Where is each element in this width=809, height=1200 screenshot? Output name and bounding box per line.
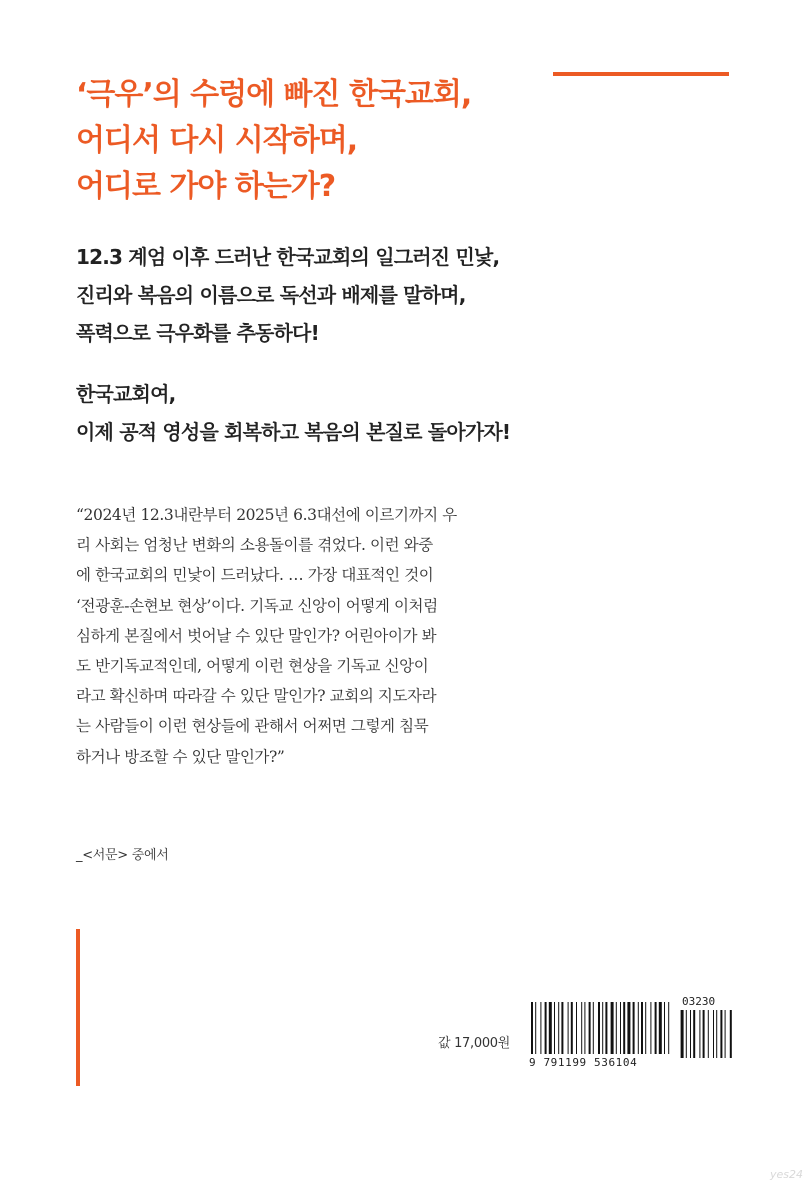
barcode-bar [561,1002,563,1054]
quote-line: ‘전광훈-손현보 현상’이다. 기독교 신앙이 어떻게 이처럼 [76,596,438,615]
barcode-bar [589,1002,591,1054]
watermark: yes24 [770,1168,804,1181]
isbn-digits: 9 791199 536104 [529,1056,638,1069]
barcode-addon-bar [730,1010,732,1058]
barcode-bar [638,1002,639,1054]
quote-line: 리 사회는 엄청난 변화의 소용돌이를 겪었다. 이런 와중 [76,536,433,555]
barcode-bar [571,1002,573,1054]
barcode-bar [531,1002,533,1054]
barcode-bar [535,1002,536,1054]
barcode-bar [605,1002,607,1054]
call-paragraph [76,375,546,451]
barcode-addon-bar [713,1010,714,1058]
barcode-bar [540,1002,541,1054]
quote-line: 하거나 방조할 수 있단 말인가?” [76,747,285,766]
barcode-bar [602,1002,603,1054]
barcode-addon-bar [708,1010,709,1058]
barcode-bar [549,1002,552,1054]
barcode-addon-bar [720,1010,722,1058]
barcode-addon-bar [699,1010,700,1058]
barcode-bar [623,1002,625,1054]
lead-line: 폭력으로 극우화를 추동하다! [76,321,319,345]
headline-line: ‘극우’의 수렁에 빠진 한국교회, [76,77,472,112]
lead-line: 진리와 복음의 이름으로 독선과 배제를 말하며, [76,283,466,307]
barcode-bars [527,1002,737,1058]
barcode-bar [598,1002,600,1054]
headline-line: 어디로 가야 하는가? [76,169,336,204]
barcode-bar [545,1002,547,1054]
barcode-bar [581,1002,582,1054]
barcode-bar [659,1002,662,1054]
barcode-bar [641,1002,643,1054]
barcode-bar [584,1002,585,1054]
preface-quote [76,500,524,772]
barcode-bar [668,1002,669,1054]
quote-line: 심하게 본질에서 벗어날 수 있단 말인가? 어린아이가 봐 [76,626,437,645]
barcode-bar [655,1002,657,1054]
side-accent-rule [76,929,80,1086]
barcode-bar [611,1002,614,1054]
quote-line: 에 한국교회의 민낯이 드러났다. … 가장 대표적인 것이 [76,566,434,585]
barcode-bar [650,1002,651,1054]
lead-paragraph [76,238,546,352]
call-line: 이제 공적 영성을 회복하고 복음의 본질로 돌아가자! [76,420,511,444]
headline-line: 어디서 다시 시작하며, [76,123,358,158]
quote-line: 도 반기독교적인데, 어떻게 이런 현상을 기독교 신앙이 [76,657,429,676]
quote-line: “2024년 12.3내란부터 2025년 6.3대선에 이르기까지 우 [76,506,457,524]
barcode-addon-bar [693,1010,695,1058]
barcode-addon-bar [681,1010,684,1058]
barcode-bar [576,1002,577,1054]
barcode-addon-bar [686,1010,687,1058]
lead-line: 12.3 계엄 이후 드러난 한국교회의 일그러진 민낯, [76,245,500,269]
barcode-addon-digits: 03230 [682,995,716,1008]
price-label: 값 17,000원 [438,1036,511,1051]
barcode-bar [627,1002,630,1054]
barcode-addon-bar [725,1010,726,1058]
barcode-bar [616,1002,617,1054]
barcode-bar [568,1002,569,1054]
headline [76,72,546,210]
barcode-bar [633,1002,635,1054]
top-accent-rule [553,72,729,76]
barcode-bar [664,1002,665,1054]
quote-line: 는 사람들이 이런 현상들에 관해서 어쩌면 그렇게 침묵 [76,717,429,736]
quote-line: 라고 확신하며 따라갈 수 있단 말인가? 교회의 지도자라 [76,687,437,706]
call-line: 한국교회여, [76,382,176,406]
barcode-bar [645,1002,646,1054]
barcode-bar [558,1002,559,1054]
barcode-bar [554,1002,555,1054]
quote-source: _<서문> 중에서 [76,848,169,863]
barcode-bar [593,1002,594,1054]
barcode-addon-bar [716,1010,717,1058]
barcode-addon-bar [690,1010,691,1058]
barcode-addon-bar [703,1010,705,1058]
barcode-bar [620,1002,621,1054]
